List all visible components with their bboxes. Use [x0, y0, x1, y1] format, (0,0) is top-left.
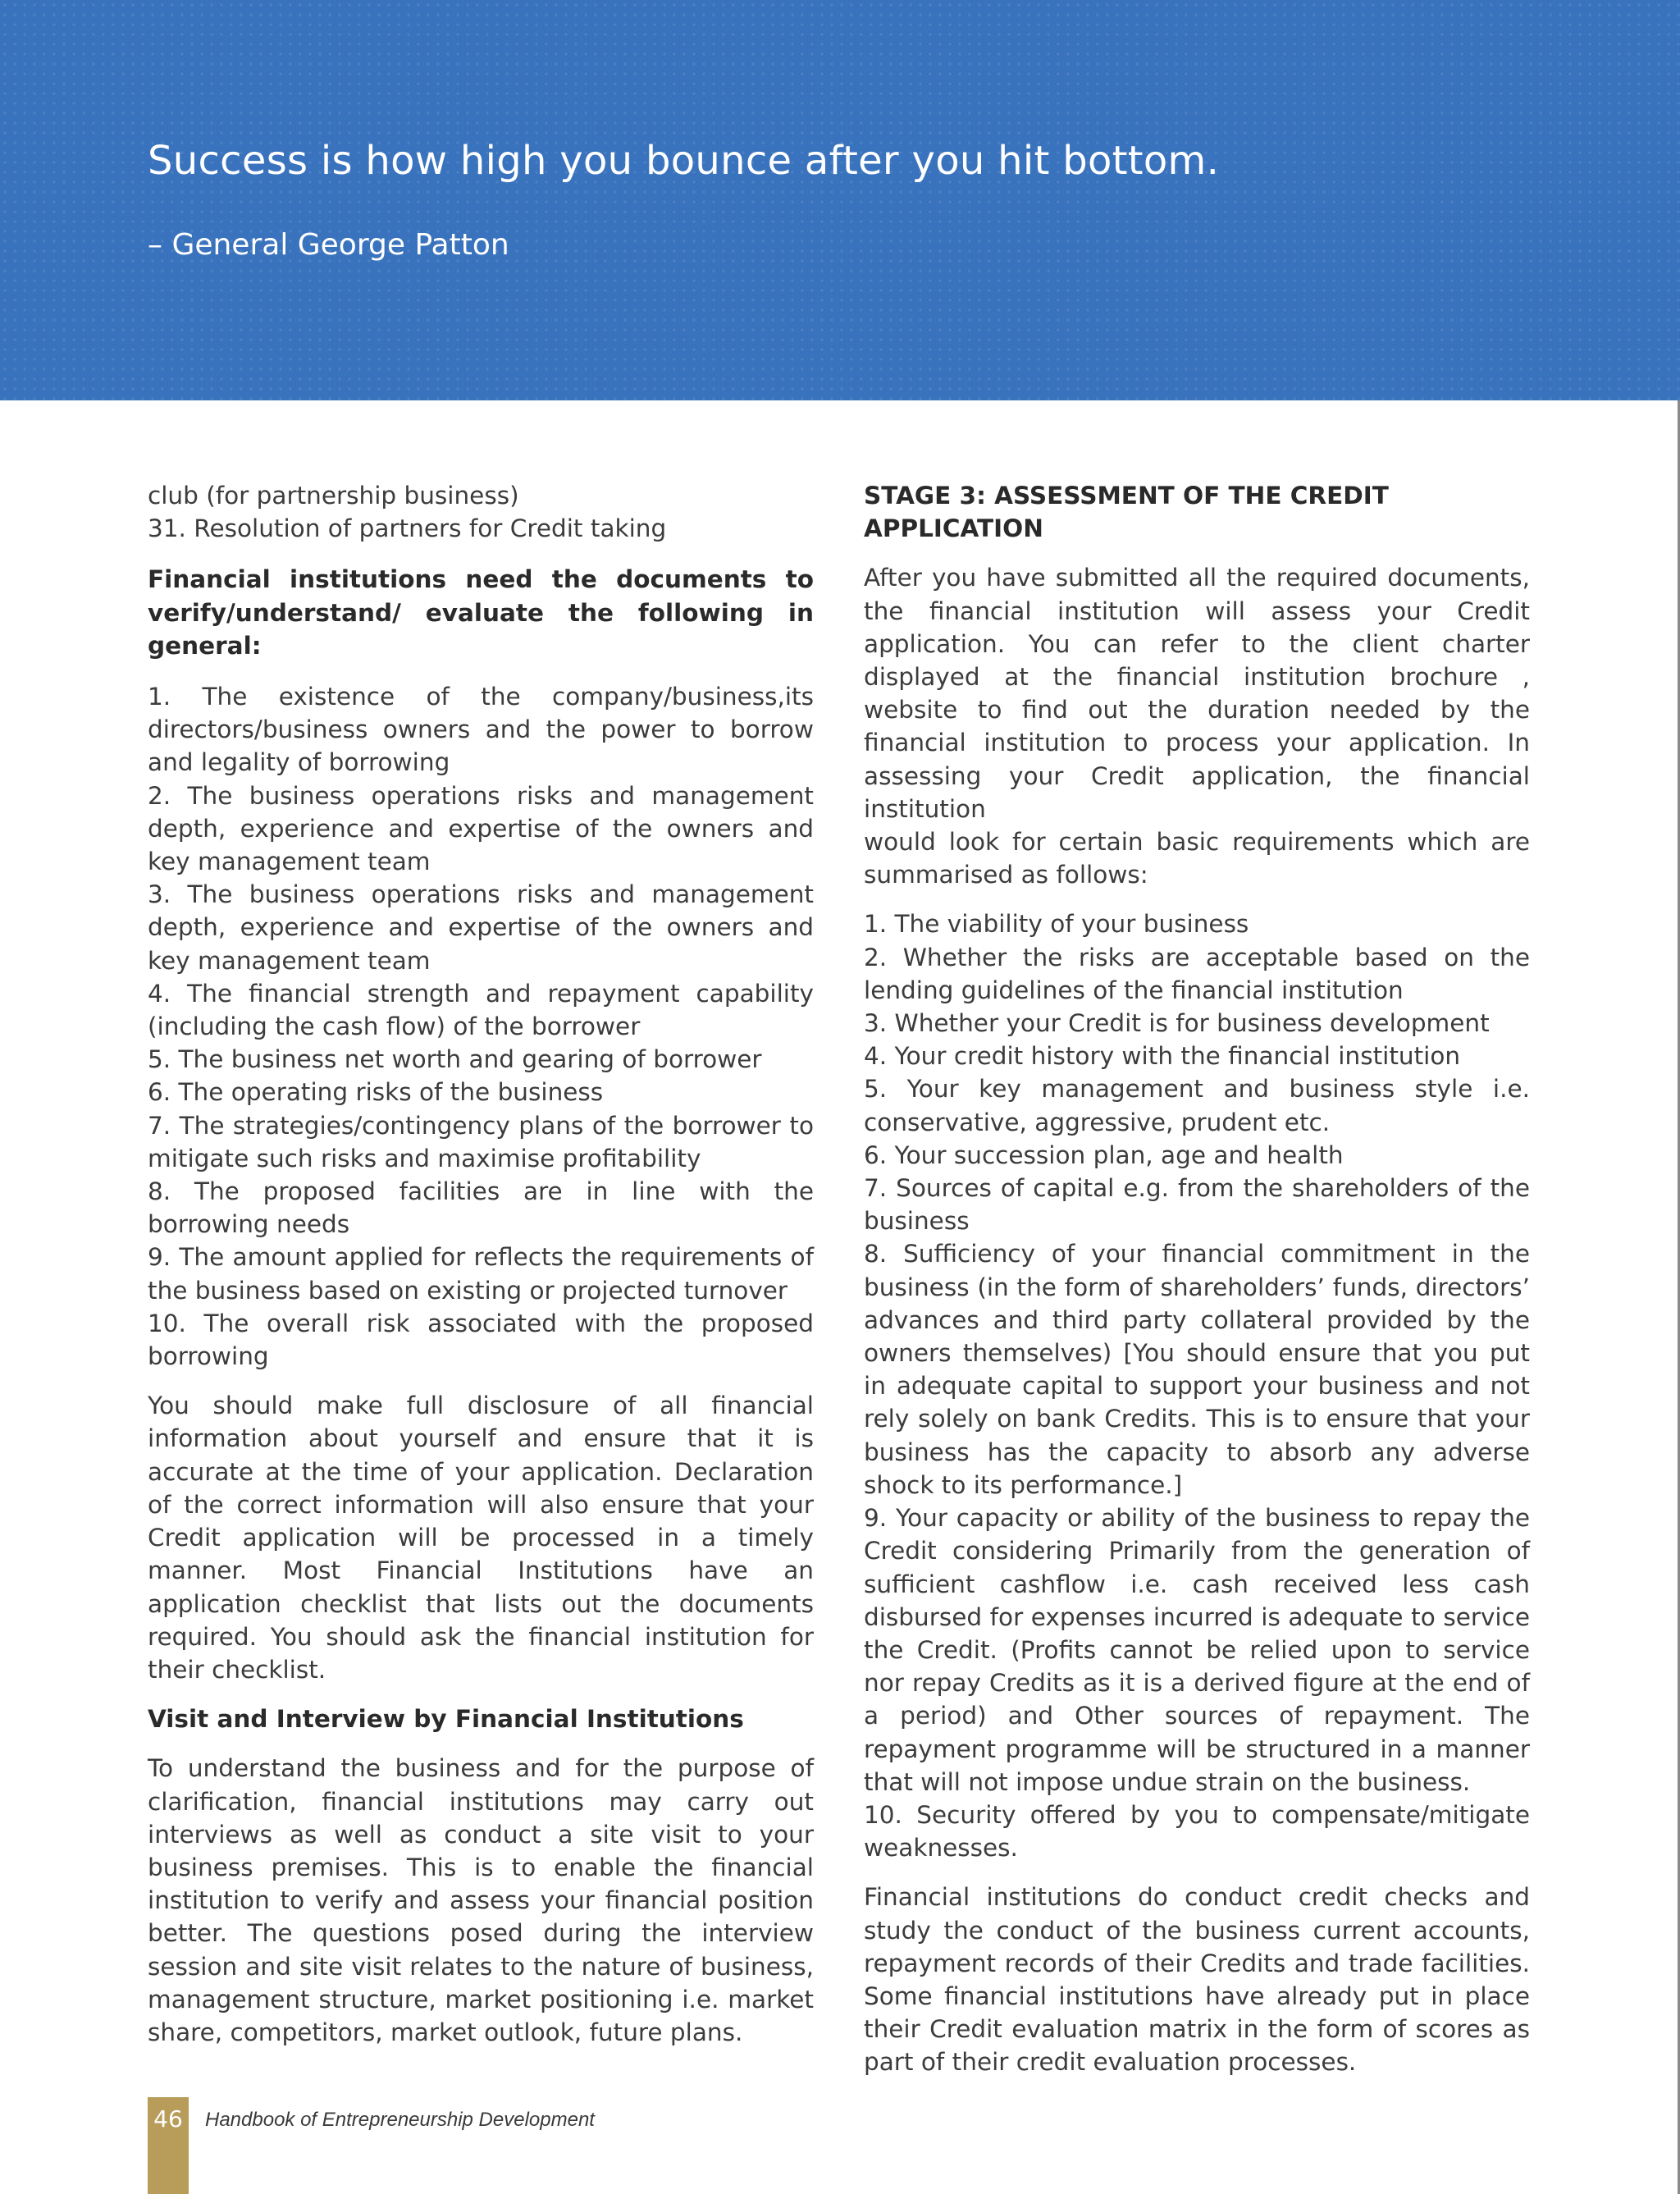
requirements-list [864, 907, 1530, 1864]
list-item: 8. Sufficiency of your financial commitment in the business (in the form of shareholders’ funds, directors’ advances and third party collateral provided by the owners themselves) [You should ensure that you put in adequate capital to support your business and not rely solely on bank Credits. This is to ensure that your business has the capacity to absorb any adverse shock to its performance.] [864, 1240, 1530, 1499]
quote-banner [0, 0, 1680, 400]
list-item: 5. Your key management and business style i.e. conservative, aggressive, prudent etc. [864, 1075, 1530, 1136]
visit-paragraph: To understand the business and for the purpose of clarification, financial institutions may carry out interviews as well as conduct a site visit to your business premises. This is to enable the financial institution to verify and assess your financial position better. The questions posed during the interview session and site visit relates to the nature of business, management structure, market positioning i.e. market share, competitors, market outlook, future plans. [148, 1754, 814, 2046]
footer-book-title: Handbook of Entrepreneurship Development [205, 2109, 595, 2131]
list-item: 5. The business net worth and gearing of borrower [148, 1045, 762, 1074]
list-item: 1. The existence of the company/business,its directors/business owners and the power to borrow and legality of borrowing [148, 683, 814, 777]
section-heading-stage3: STAGE 3: ASSESSMENT OF THE CREDIT APPLICATION [864, 482, 1389, 543]
page-number: 46 [153, 2105, 183, 2132]
list-item: 9. The amount applied for reflects the requirements of the business based on existing or projected turnover [148, 1243, 814, 1305]
closing-paragraph: Financial institutions do conduct credit checks and study the conduct of the business current accounts, repayment records of their Credits and trade facilities. Some financial institutions have already put in place their Credit evaluation matrix in the form of scores as part of their credit evaluation processes. [864, 1883, 1530, 2077]
list-item: 4. Your credit history with the financial institution [864, 1042, 1461, 1071]
list-item: 1. The viability of your business [864, 910, 1249, 939]
list-item: 7. Sources of capital e.g. from the shareholders of the business [864, 1174, 1530, 1236]
list-item: 9. Your capacity or ability of the business to repay the Credit considering Primarily from the generation of sufficient cashflow i.e. cash received less cash disbursed for expenses incurred is adequate to service the Credit. (Profits cannot be relied upon to service nor repay Credits as it is a derived figure at the end of a period) and Other sources of repayment. The repayment programme will be structured in a manner that will not impose undue strain on the business. [864, 1504, 1530, 1796]
verification-list [148, 680, 814, 1373]
list-item: 10. Security offered by you to compensate/mitigate weaknesses. [864, 1800, 1530, 1863]
assessment-intro-continued: would look for certain basic requirements which are summarised as follows: [864, 828, 1530, 889]
list-item: 2. Whether the risks are acceptable based on the lending guidelines of the financial institution [864, 943, 1530, 1004]
list-item: 6. Your succession plan, age and health [864, 1140, 1344, 1169]
section-heading-documents: Financial institutions need the documents to verify/understand/ evaluate the following in general: [148, 565, 814, 660]
assessment-intro: After you have submitted all the required documents, the financial institution will assess your Credit application. You can refer to the client charter displayed at the financial institution brochure , website to find out the duration needed by the financial institution to process your application. In assessing your Credit application, the financial institution [864, 564, 1530, 823]
intro-line: 31. Resolution of partners for Credit taking [148, 514, 667, 543]
list-item: 7. The strategies/contingency plans of the borrower to mitigate such risks and maximise profitability [148, 1111, 814, 1172]
intro-line: club (for partnership business) [148, 482, 519, 510]
quote-author: – General George Patton [148, 228, 509, 262]
right-column [864, 479, 1530, 2079]
list-item: 10. The overall risk associated with the proposed borrowing [148, 1309, 814, 1371]
disclosure-paragraph: You should make full disclosure of all financial information about yourself and ensure that it is accurate at the time of your application. Declaration of the correct information will also ensure that your Credit application will be processed in a timely manner. Most Financial Institutions have an application checklist that lists out the documents required. You should ask the financial institution for their checklist. [148, 1392, 814, 1684]
list-item: 6. The operating risks of the business [148, 1078, 604, 1107]
list-item: 2. The business operations risks and management depth, experience and expertise of the owners and key management team [148, 781, 814, 876]
list-item: 3. The business operations risks and management depth, experience and expertise of the owners and key management team [148, 880, 814, 975]
list-item: 4. The financial strength and repayment capability (including the cash flow) of the borrower [148, 979, 814, 1041]
left-column [148, 479, 814, 2049]
list-item: 8. The proposed facilities are in line with the borrowing needs [148, 1177, 814, 1239]
section-heading-visit: Visit and Interview by Financial Institutions [148, 1705, 744, 1734]
quote-text: Success is how high you bounce after you hit bottom. [148, 138, 1220, 184]
list-item: 3. Whether your Credit is for business development [864, 1009, 1490, 1038]
